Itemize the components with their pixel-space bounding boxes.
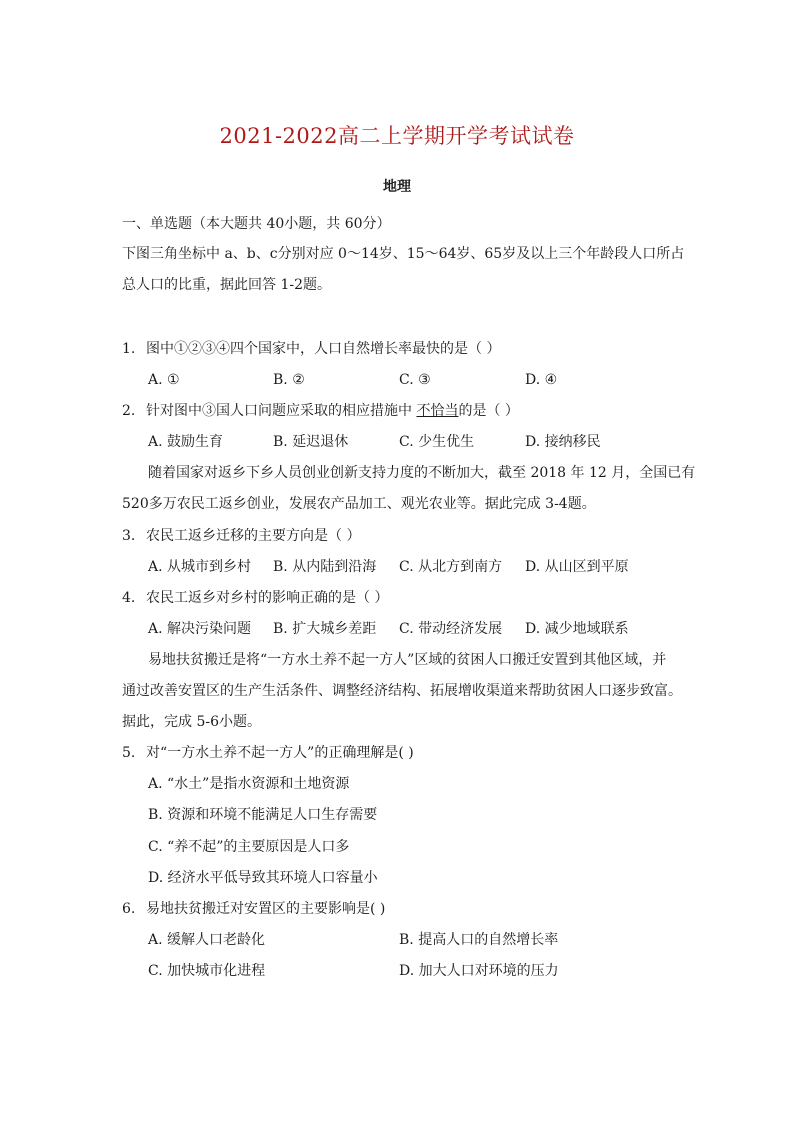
option-6c: C. 加快城市化进程 (148, 963, 266, 979)
option-1c: C. ③ (399, 372, 431, 388)
option-3a: A. 从城市到乡村 (148, 559, 252, 575)
question-number: 2. (122, 403, 136, 419)
option-4c: C. 带动经济发展 (399, 621, 503, 637)
question-stem: 对“一方水土养不起一方人”的正确理解是( ) (146, 745, 414, 761)
question-stem: 农民工返乡对乡村的影响正确的是（ ） (146, 590, 389, 606)
question-4 (122, 591, 388, 605)
option-1d: D. ④ (525, 372, 558, 388)
exam-title: 2021-2022高二上学期开学考试试卷 (219, 124, 575, 148)
option-3b: B. 从内陆到沿海 (273, 559, 377, 575)
intro-3-line-1: 易地扶贫搬迁是将“一方水土养不起一方人”区域的贫困人口搬迁安置到其他区域，并 (148, 652, 667, 668)
option-3c: C. 从北方到南方 (399, 559, 503, 575)
option-2b: B. 延迟退休 (273, 434, 349, 450)
question-stem: 图中①②③④四个国家中，人口自然增长率最快的是（ ） (146, 341, 501, 357)
question-number: 1. (122, 341, 136, 357)
question-stem: 易地扶贫搬迁对安置区的主要影响是( ) (146, 901, 386, 917)
option-1a: A. ① (148, 372, 180, 388)
question-1 (122, 342, 500, 356)
question-number: 5. (122, 745, 136, 761)
option-4d: D. 减少地域联系 (525, 621, 629, 637)
intro-2-line-2: 520多万农民工返乡创业，发展农产品加工、观光农业等。据此完成 3-4题。 (122, 496, 596, 512)
question-3 (122, 529, 360, 543)
intro-2-line-1: 随着国家对返乡下乡人员创业创新支持力度的不断加大，截至 2018 年 12 月，全国已有 (148, 465, 696, 481)
intro-1-line-1: 下图三角坐标中 a、b、c分别对应 0～14岁、15～64岁、65岁及以上三个年龄段人口所占 (122, 246, 685, 262)
option-6b: B. 提高人口的自然增长率 (399, 932, 559, 948)
option-6a: A. 缓解人口老龄化 (148, 932, 266, 948)
question-number: 4. (122, 590, 136, 606)
underlined-keyword: 不恰当 (416, 403, 459, 419)
intro-3-line-3: 据此，完成 5-6小题。 (122, 714, 261, 730)
option-6d: D. 加大人口对环境的压力 (399, 963, 559, 979)
question-number: 6. (122, 901, 136, 917)
option-1b: B. ② (273, 372, 305, 388)
option-4b: B. 扩大城乡差距 (273, 621, 377, 637)
option-2c: C. 少生优生 (399, 434, 475, 450)
intro-1-line-2: 总人口的比重，据此回答 1-2题。 (122, 277, 331, 293)
question-number: 3. (122, 528, 136, 544)
subject-heading: 地理 (383, 179, 411, 195)
intro-3-line-2: 通过改善安置区的生产生活条件、调整经济结构、拓展增收渠道来帮助贫困人口逐步致富。 (122, 683, 682, 699)
option-2d: D. 接纳移民 (525, 434, 601, 450)
option-5c: C. “养不起”的主要原因是人口多 (148, 839, 350, 855)
section-heading: 一、单选题（本大题共 40小题，共 60分） (122, 216, 391, 232)
option-2a: A. 鼓励生育 (148, 434, 224, 450)
option-5b: B. 资源和环境不能满足人口生存需要 (148, 807, 378, 823)
option-5a: A. “水土”是指水资源和土地资源 (148, 776, 350, 792)
question-stem: 针对图中③国人口问题应采取的相应措施中 (146, 403, 417, 419)
question-2 (122, 404, 519, 418)
question-6 (122, 902, 385, 916)
question-stem-end: 的是（ ） (458, 403, 519, 419)
question-stem: 农民工返乡迁移的主要方向是（ ） (146, 528, 361, 544)
option-4a: A. 解决污染问题 (148, 621, 252, 637)
question-5 (122, 746, 414, 760)
option-3d: D. 从山区到平原 (525, 559, 629, 575)
option-5d: D. 经济水平低导致其环境人口容量小 (148, 870, 378, 886)
